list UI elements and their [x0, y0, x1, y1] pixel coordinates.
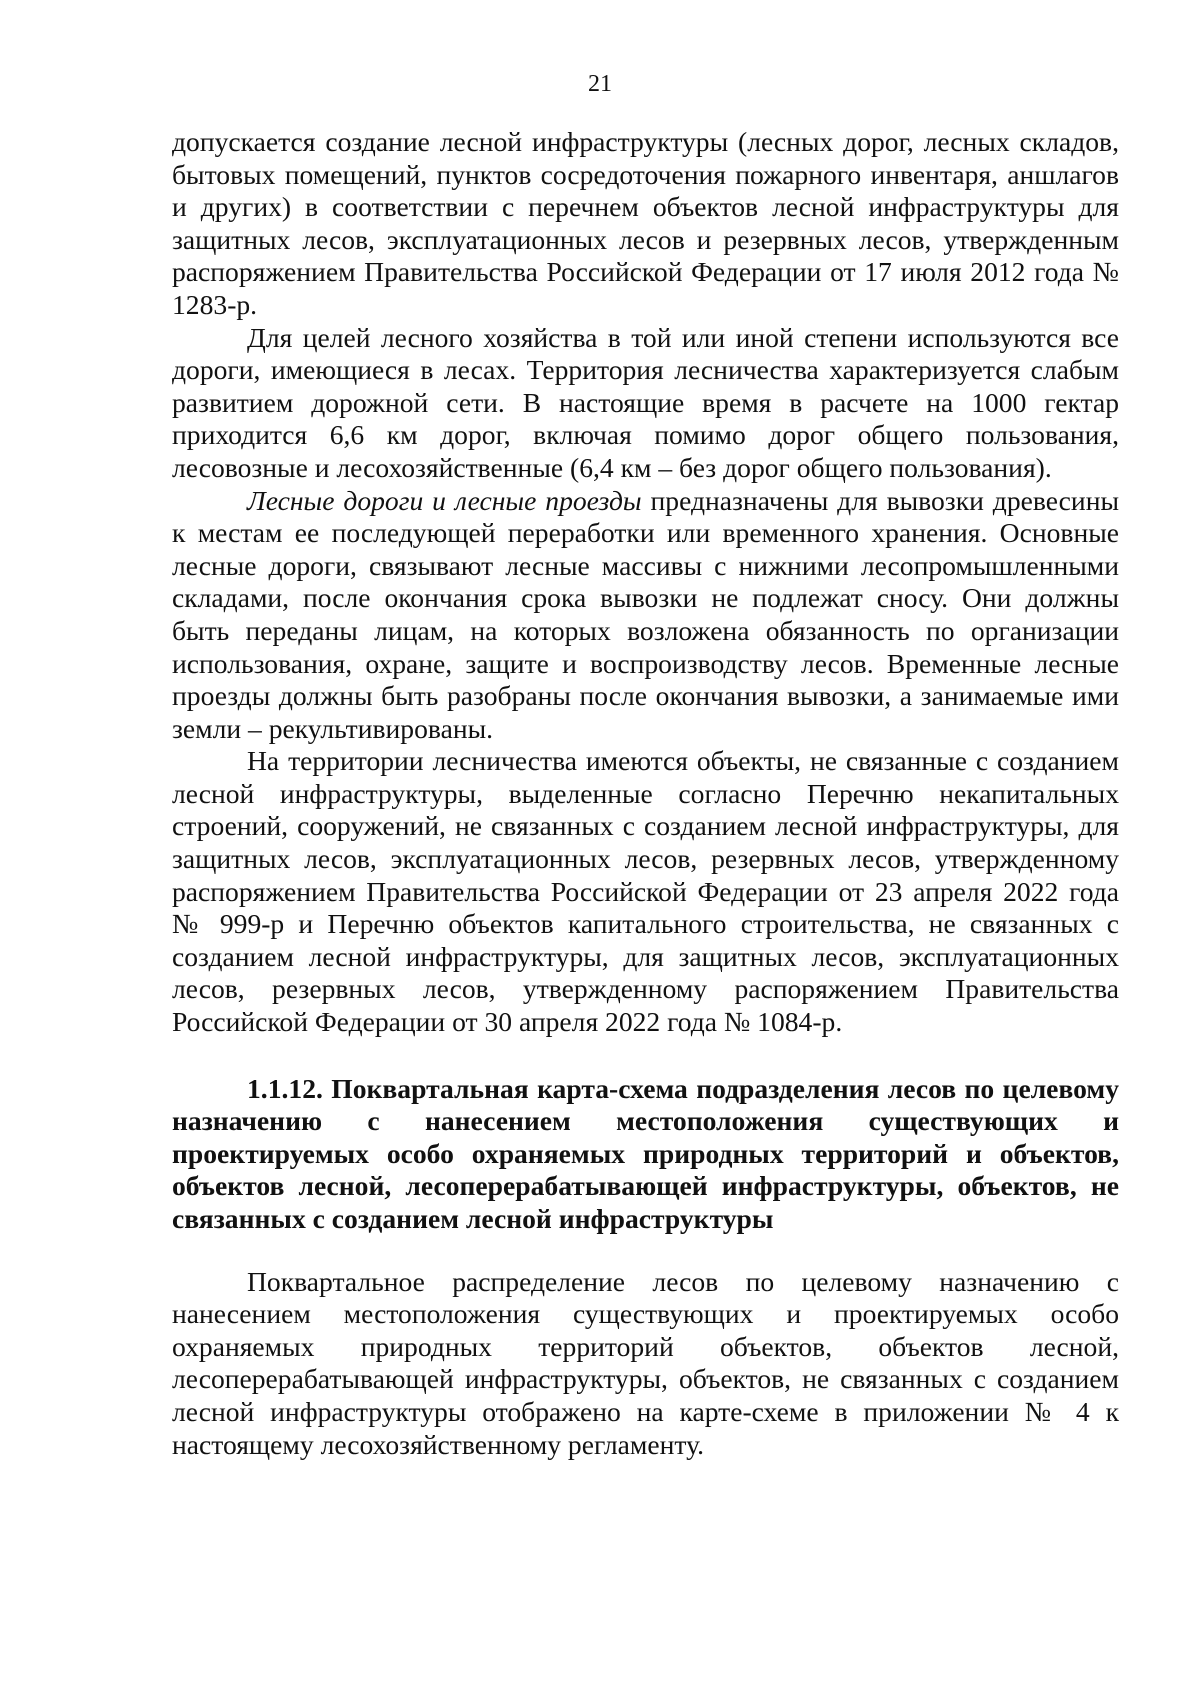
paragraph-non-infrastructure-objects: На территории лесничества имеются объекты, не связанные с созданием лесной инфраструктуры, выделенные согласно Перечню некапитальных строений, сооружений, не связанных с созданием лесной инфраструктуры, для защитных лесов, эксплуатационных лесов, резервных лесов, утвержденному распоряжением Правительства Российской Федерации от 23 апреля 2022 года № 999-р и Перечню объектов капитального строительства, не связанных с созданием лесной инфраструктуры, для защитных лесов, эксплуатационных лесов, резервных лесов, утвержденному распоряжением Правительства Российской Федерации от 30 апреля 2022 года № 1084-р.: [172, 745, 1119, 1038]
section-heading: 1.1.12. Поквартальная карта-схема подразделения лесов по целевому назначению с нанесением местоположения существующих и проектируемых особо охраняемых природных территорий и объектов, объектов лесной, лесоперерабатывающей инфраструктуры, объектов, не связанных с созданием лесной инфраструктуры: [172, 1072, 1119, 1234]
document-body: [172, 126, 1119, 1461]
forest-roads-text: предназначены для вывозки древесины к местам ее последующей переработки или временного хранения. Основные лесные дороги, связывают лесные массивы с нижними лесопромышленными складами, после окончания срока вывозки не подлежат сносу. Они должны быть переданы лицам, на которых возложена обязанность по организации использования, охране, защите и воспроизводству лесов. Временные лесные проезды должны быть разобраны после окончания вывозки, а занимаемые ими земли – рекультивированы.: [172, 484, 1119, 744]
paragraph-map-scheme: Поквартальное распределение лесов по целевому назначению с нанесением местоположения существующих и проектируемых особо охраняемых природных территорий объектов, объектов лесной, лесоперерабатывающей инфраструктуры, объектов, не связанных с созданием лесной инфраструктуры отображено на карте-схеме в приложении № 4 к настоящему лесохозяйственному регламенту.: [172, 1265, 1119, 1460]
paragraph-infrastructure-list: допускается создание лесной инфраструктуры (лесных дорог, лесных складов, бытовых помещений, пунктов сосредоточения пожарного инвентаря, аншлагов и других) в соответствии с перечнем объектов лесной инфраструктуры для защитных лесов, эксплуатационных лесов и резервных лесов, утвержденным распоряжением Правительства Российской Федерации от 17 июля 2012 года № 1283-р.: [172, 126, 1119, 320]
paragraph-forest-roads: [172, 485, 1119, 746]
forest-roads-term: Лесные дороги и лесные проезды: [247, 484, 642, 516]
page-number: 21: [588, 71, 612, 97]
paragraph-road-network: Для целей лесного хозяйства в той или иной степени используются все дороги, имеющиеся в лесах. Территория лесничества характеризуется слабым развитием дорожной сети. В настоящие время в расчете на 1000 гектар приходится 6,6 км дорог, включая помимо дорог общего пользования, лесовозные и лесохозяйственные (6,4 км – без дорог общего пользования).: [172, 321, 1119, 483]
